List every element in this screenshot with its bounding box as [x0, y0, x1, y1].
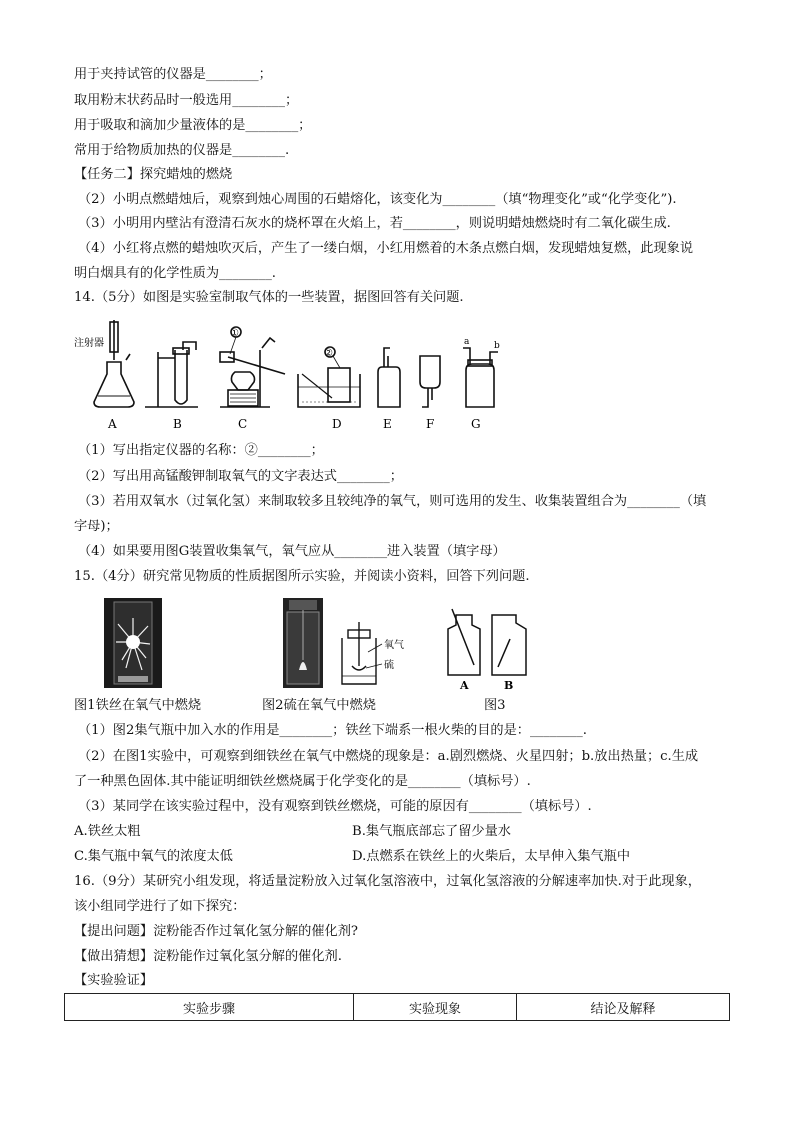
table-header-row — [65, 994, 730, 1021]
apparatus-label: E — [383, 417, 392, 431]
table-header-cell: 实验步骤 — [65, 994, 354, 1021]
apparatus-label: F — [426, 417, 435, 431]
figure-caption: 图1铁丝在氧气中燃烧 — [74, 698, 202, 713]
question-text: 【实验验证】 — [74, 973, 154, 988]
question-text: 【提出问题】淀粉能否作过氧化氢分解的催化剂? — [74, 924, 359, 939]
question-text: （2）写出用高锰酸钾制取氧气的文字表达式________； — [78, 469, 403, 484]
question-text: 字母)； — [74, 519, 119, 534]
option-b: B.集气瓶底部忘了留少量水 — [352, 824, 511, 839]
question-text: （2）在图1实验中，可观察到细铁丝在氧气中燃烧的现象是：a.剧烈燃烧、火星四射；b.放出热量；c.生成 — [78, 749, 699, 764]
figure-caption: 图3 — [484, 698, 506, 713]
apparatus-label: A — [108, 417, 117, 431]
circle-label-1: ① — [230, 328, 239, 339]
text-line: 取用粉末状药品时一般选用________； — [74, 93, 299, 108]
port-label-a: a — [464, 337, 470, 347]
circle-label-2: ② — [324, 348, 333, 359]
question-text: （4）如果要用图G装置收集氧气，氧气应从________进入装置（填字母） — [78, 544, 506, 559]
port-label-b: b — [494, 341, 500, 351]
question-14-title: 14.（5分）如图是实验室制取气体的一些装置，据图回答有关问题. — [74, 290, 464, 305]
label-b: B — [504, 679, 514, 692]
section-heading: 【任务二】探究蜡烛的燃烧 — [74, 167, 233, 182]
question-text: （1）图2集气瓶中加入水的作用是________；铁丝下端系一根火柴的目的是：________. — [78, 723, 587, 738]
label-a: A — [460, 679, 469, 692]
experiment-table — [64, 993, 730, 1021]
sulfur-burning-photo — [283, 598, 323, 688]
question-text: （1）写出指定仪器的名称：②________； — [78, 443, 324, 458]
option-d: D.点燃系在铁丝上的火柴后，太早伸入集气瓶中 — [352, 849, 631, 864]
apparatus-label: B — [173, 417, 182, 431]
table-header-cell: 实验现象 — [354, 994, 517, 1021]
question-text: （3）若用双氧水（过氧化氢）来制取较多且较纯净的氧气，则可选用的发生、收集装置组合为________（填 — [78, 494, 707, 509]
sulfur-label: 硫 — [384, 660, 394, 671]
question-text: 明白烟具有的化学性质为________. — [74, 266, 277, 281]
text-line: 用于夹持试管的仪器是________； — [74, 67, 272, 82]
question-text: 【做出猜想】淀粉能作过氧化氢分解的催化剂. — [74, 949, 342, 964]
option-c: C.集气瓶中氧气的浓度太低 — [74, 849, 233, 864]
question-text: （3）小明用内壁沾有澄清石灰水的烧杯罩在火焰上，若________，则说明蜡烛燃烧时有二氧化碳生成. — [78, 216, 671, 231]
apparatus-figure-14 — [70, 312, 510, 432]
question-text: （3）某同学在该实验过程中，没有观察到铁丝燃烧，可能的原因有________（填标号）. — [78, 799, 592, 814]
table-header-cell: 结论及解释 — [517, 994, 730, 1021]
question-text: （2）小明点燃蜡烛后，观察到烛心周围的石蜡熔化，该变化为________（填“物理变化”或“化学变化”). — [78, 192, 677, 207]
apparatus-label: C — [238, 417, 248, 431]
text-line: 常用于给物质加热的仪器是________. — [74, 143, 290, 158]
apparatus-label: G — [471, 417, 481, 431]
option-a: A.铁丝太粗 — [74, 824, 141, 839]
question-text: 了一种黑色固体.其中能证明细铁丝燃烧属于化学变化的是________（填标号）. — [74, 774, 531, 789]
question-text: 该小组同学进行了如下探究： — [74, 899, 246, 914]
question-text: （4）小红将点燃的蜡烛吹灭后，产生了一缕白烟，小红用燃着的木条点燃白烟，发现蜡烛复燃，此现象说 — [78, 241, 694, 256]
iron-burning-photo — [104, 598, 162, 688]
apparatus-label: D — [332, 417, 342, 431]
syringe-label: 注射器 — [74, 338, 104, 349]
text-line: 用于吸取和滴加少量液体的是________； — [74, 118, 312, 133]
question-16-title: 16.（9分）某研究小组发现，将适量淀粉放入过氧化氢溶液中，过氧化氢溶液的分解速率加快.对于此现象， — [74, 874, 701, 889]
figure-caption: 图2硫在氧气中燃烧 — [262, 698, 376, 713]
question-15-title: 15.（4分）研究常见物质的性质据图所示实验，并阅读小资料，回答下列问题. — [74, 569, 530, 584]
oxygen-label: 氧气 — [384, 640, 404, 651]
figure-3-diagram — [440, 605, 540, 695]
sulfur-bottle-diagram — [334, 618, 410, 688]
